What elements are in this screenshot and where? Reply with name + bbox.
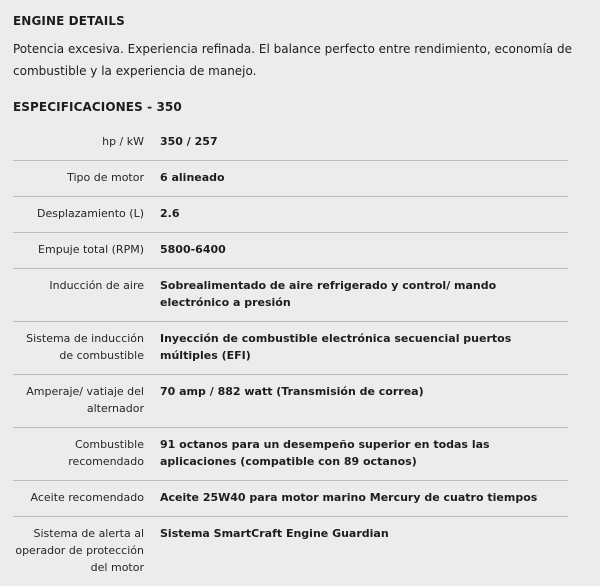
spec-label: Inducción de aire bbox=[13, 269, 152, 322]
spec-row-fuel-induction bbox=[13, 322, 568, 375]
spec-label: Amperaje/ vatiaje del alternador bbox=[13, 375, 152, 428]
spec-label: Sistema de alerta al operador de protección del motor bbox=[13, 517, 152, 586]
spec-label: Empuje total (RPM) bbox=[13, 233, 152, 269]
spec-row-full-throttle-rpm bbox=[13, 233, 568, 269]
spec-value: 91 octanos para un desempeño superior en todas las aplicaciones (compatible con 89 octanos) bbox=[152, 428, 568, 481]
spec-value: Sobrealimentado de aire refrigerado y control/ mando electrónico a presión bbox=[152, 269, 568, 322]
spec-label: Combustible recomendado bbox=[13, 428, 152, 481]
specifications-table bbox=[13, 125, 568, 586]
specifications-heading: ESPECIFICACIONES - 350 bbox=[13, 100, 182, 114]
spec-value: 2.6 bbox=[152, 197, 568, 233]
spec-value: 5800-6400 bbox=[152, 233, 568, 269]
spec-value: 350 / 257 bbox=[152, 125, 568, 161]
spec-row-engine-type bbox=[13, 161, 568, 197]
spec-label: Tipo de motor bbox=[13, 161, 152, 197]
spec-label: Aceite recomendado bbox=[13, 481, 152, 517]
spec-label: hp / kW bbox=[13, 125, 152, 161]
engine-details-heading: ENGINE DETAILS bbox=[13, 14, 125, 28]
spec-value: Sistema SmartCraft Engine Guardian bbox=[152, 517, 568, 586]
spec-label: Desplazamiento (L) bbox=[13, 197, 152, 233]
spec-label: Sistema de inducción de combustible bbox=[13, 322, 152, 375]
spec-row-alternator bbox=[13, 375, 568, 428]
spec-value: Aceite 25W40 para motor marino Mercury de cuatro tiempos bbox=[152, 481, 568, 517]
engine-description: Potencia excesiva. Experiencia refinada. El balance perfecto entre rendimiento, economía de combustible y la experiencia de manejo. bbox=[13, 38, 573, 82]
spec-row-air-induction bbox=[13, 269, 568, 322]
spec-row-hp-kw bbox=[13, 125, 568, 161]
spec-row-recommended-fuel bbox=[13, 428, 568, 481]
spec-row-recommended-oil bbox=[13, 481, 568, 517]
spec-value: 70 amp / 882 watt (Transmisión de correa) bbox=[152, 375, 568, 428]
spec-value: 6 alineado bbox=[152, 161, 568, 197]
spec-row-engine-protection bbox=[13, 517, 568, 586]
spec-value: Inyección de combustible electrónica secuencial puertos múltiples (EFI) bbox=[152, 322, 568, 375]
spec-row-displacement bbox=[13, 197, 568, 233]
